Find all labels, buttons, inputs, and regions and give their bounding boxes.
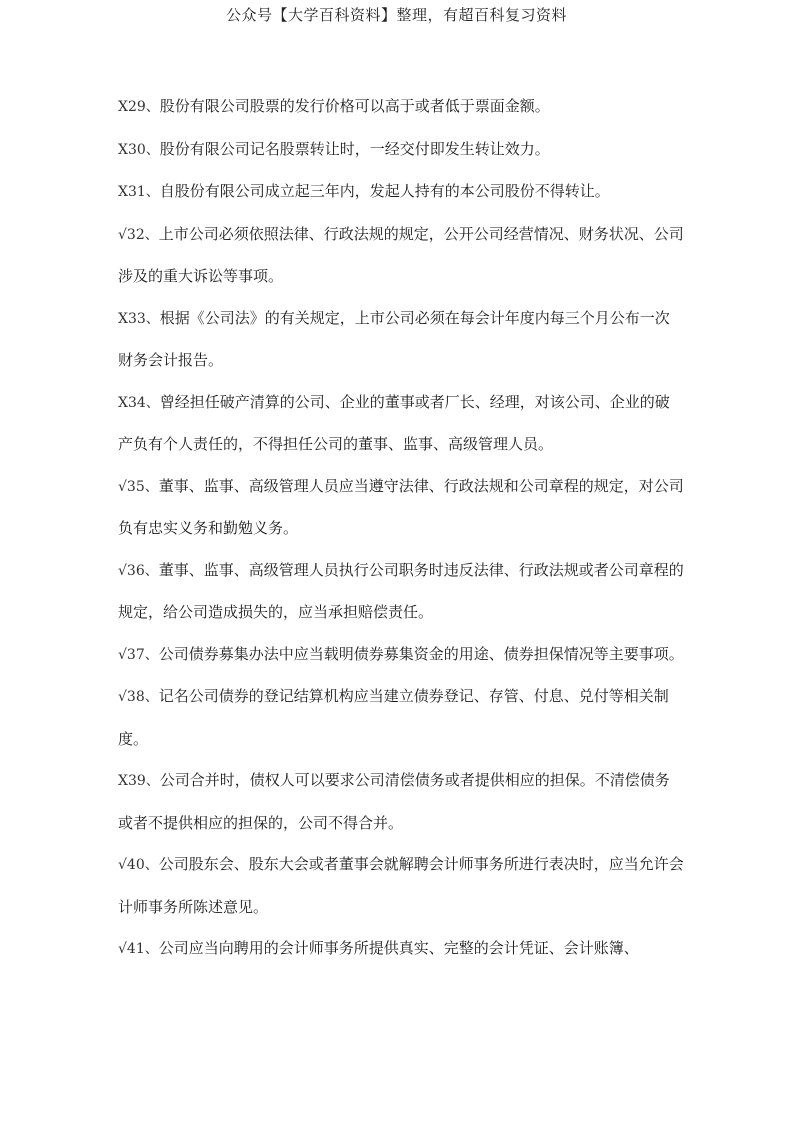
item-text: 公司债券募集办法中应当载明债券募集资金的用途、债券担保情况等主要事项。 <box>158 644 684 663</box>
item-text: 自股份有限公司成立起三年内，发起人持有的本公司股份不得转让。 <box>159 182 610 200</box>
list-item <box>118 129 684 172</box>
item-text: 记名公司债券的登记结算机构应当建立债券登记、存管、付息、兑付等相关制度。 <box>118 687 669 748</box>
answer-mark: X29、 <box>118 99 160 115</box>
item-text: 股份有限公司股票的发行价格可以高于或者低于票面金额。 <box>159 97 550 115</box>
answer-mark: √32、 <box>118 226 159 243</box>
answer-mark: X39、 <box>118 773 160 789</box>
list-item <box>118 86 684 129</box>
item-text: 公司股东会、股东大会或者董事会就解聘会计师事务所进行表决时，应当允许会计师事务所陈述意见。 <box>118 855 684 916</box>
item-text: 董事、监事、高级管理人员应当遵守法律、行政法规和公司章程的规定，对公司负有忠实义务和勤勉义务。 <box>118 476 684 537</box>
question-list <box>118 86 684 971</box>
list-item <box>118 676 684 760</box>
page-header: 公众号【大学百科资料】整理，有超百科复习资料 <box>225 6 567 24</box>
item-text: 股份有限公司记名股票转让时，一经交付即发生转让效力。 <box>159 139 550 158</box>
list-item <box>118 466 684 550</box>
list-item <box>118 214 684 298</box>
answer-mark: X31、 <box>118 184 160 200</box>
answer-mark: √36、 <box>118 562 159 579</box>
list-item <box>118 298 684 382</box>
item-text: 董事、监事、高级管理人员执行公司职务时违反法律、行政法规或者公司章程的规定，给公司造成损失的，应当承担赔偿责任。 <box>118 560 684 621</box>
list-item <box>118 634 684 677</box>
item-text: 公司应当向聘用的会计师事务所提供真实、完整的会计凭证、会计账簿、 <box>158 939 639 957</box>
list-item <box>118 550 684 634</box>
answer-mark: √35、 <box>118 478 159 495</box>
answer-mark: √37、 <box>118 646 159 663</box>
answer-mark: X33、 <box>118 310 160 327</box>
list-item <box>118 760 684 844</box>
answer-mark: √41、 <box>118 941 159 957</box>
item-text: 公司合并时，债权人可以要求公司清偿债务或者提供相应的担保。不清偿债务或者不提供相应的担保的，公司不得合并。 <box>118 771 670 832</box>
answer-mark: √40、 <box>118 857 159 873</box>
answer-mark: X34、 <box>118 394 160 411</box>
item-text: 曾经担任破产清算的公司、企业的董事或者厂长、经理，对该公司、企业的破产负有个人责任的，不得担任公司的董事、监事、高级管理人员。 <box>118 392 670 453</box>
list-item <box>118 171 684 214</box>
list-item <box>118 844 684 928</box>
item-text: 根据《公司法》的有关规定，上市公司必须在每会计年度内每三个月公布一次财务会计报告。 <box>118 308 670 369</box>
list-item <box>118 928 684 971</box>
answer-mark: X30、 <box>118 141 160 158</box>
answer-mark: √38、 <box>118 689 159 705</box>
item-text: 上市公司必须依照法律、行政法规的规定，公开公司经营情况、财务状况、公司涉及的重大诉讼等事项。 <box>118 224 684 285</box>
list-item <box>118 382 684 466</box>
